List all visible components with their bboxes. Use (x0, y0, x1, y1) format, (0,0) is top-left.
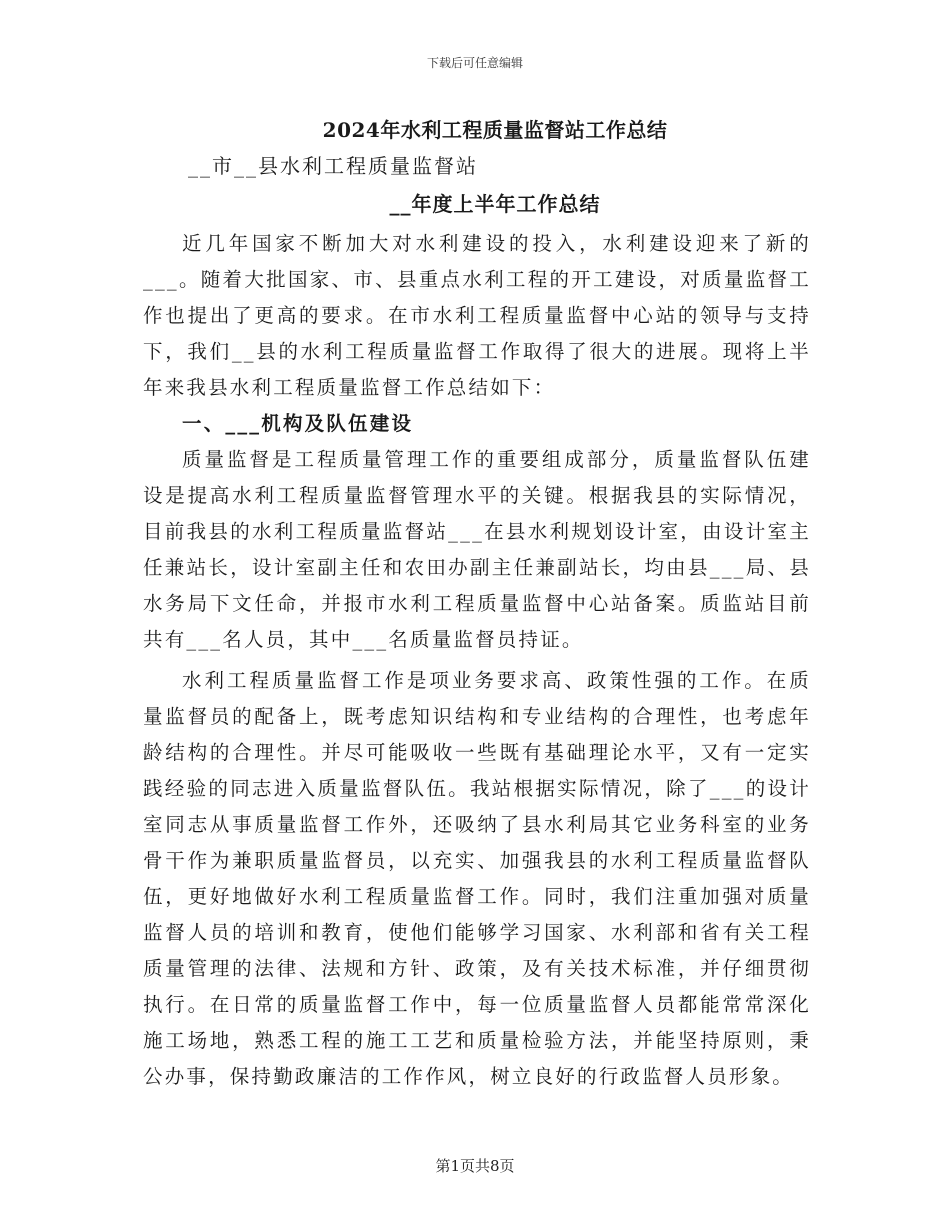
document-title: 2024年水利工程质量监督站工作总结 (322, 118, 668, 142)
document-body (143, 226, 811, 1095)
organization-line: __市__县水利工程质量监督站 (188, 154, 478, 178)
body-paragraph: 水利工程质量监督工作是项业务要求高、政策性强的工作。在质量监督员的配备上，既考虑知识结构和专业结构的合理性，也考虑年龄结构的合理性。并尽可能吸收一些既有基础理论水平，又有一定实践经验的同志进入质量监督队伍。我站根据实际情况，除了___的设计室同志从事质量监督工作外，还吸纳了县水利局其它业务科室的业务骨干作为兼职质量监督员，以充实、加强我县的水利工程质量监督队伍，更好地做好水利工程质量监督工作。同时，我们注重加强对质量监督人员的培训和教育，使他们能够学习国家、水利部和省有关工程质量管理的法律、法规和方针、政策，及有关技术标准，并仔细贯彻执行。在日常的质量监督工作中，每一位质量监督人员都能常常深化施工场地，熟悉工程的施工工艺和质量检验方法，并能坚持原则，秉公办事，保持勤政廉洁的工作作风，树立良好的行政监督人员形象。 (143, 669, 811, 1088)
page-number: 第1页共8页 (435, 1157, 515, 1175)
document-subtitle: __年度上半年工作总结 (389, 192, 601, 216)
intro-paragraph: 近几年国家不断加大对水利建设的投入，水利建设迎来了新的___。随着大批国家、市、县重点水利工程的开工建设，对质量监督工作也提出了更高的要求。在市水利工程质量监督中心站的领导与支持下，我们__县的水利工程质量监督工作取得了很大的进展。现将上半年来我县水利工程质量监督工作总结如下： (143, 232, 811, 399)
header-note: 下载后可任意编辑 (426, 56, 523, 70)
section-heading: 一、___机构及队伍建设 (182, 412, 414, 435)
body-paragraph: 质量监督是工程质量管理工作的重要组成部分，质量监督队伍建设是提高水利工程质量监督管理水平的关键。根据我县的实际情况，目前我县的水利工程质量监督站___在县水利规划设计室，由设计室主任兼站长，设计室副主任和农田办副主任兼副站长，均由县___局、县水务局下文任命，并报市水利工程质量监督中心站备案。质监站目前共有___名人员，其中___名质量监督员持证。 (143, 448, 811, 651)
